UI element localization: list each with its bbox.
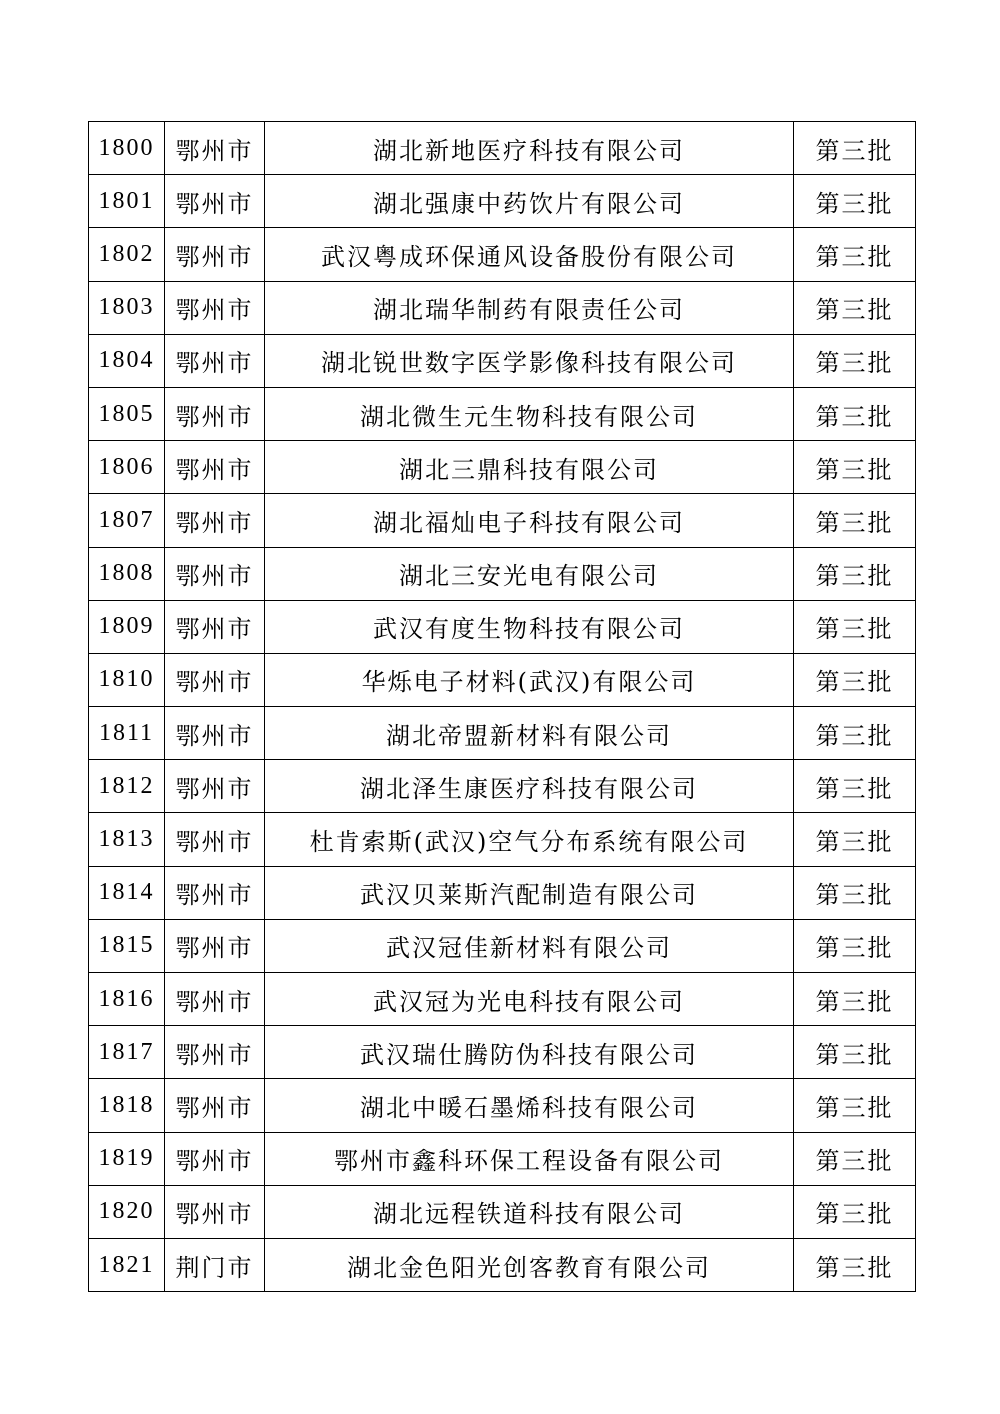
batch-cell: 第三批 [794, 334, 916, 387]
city-cell: 鄂州市 [165, 281, 265, 334]
batch-cell: 第三批 [794, 653, 916, 706]
table-row [89, 653, 916, 706]
company-name-cell: 武汉贝莱斯汽配制造有限公司 [265, 866, 794, 919]
batch-cell: 第三批 [794, 1026, 916, 1079]
company-name-cell: 湖北远程铁道科技有限公司 [265, 1185, 794, 1238]
company-name-cell: 武汉瑞仕腾防伪科技有限公司 [265, 1026, 794, 1079]
row-number-cell: 1800 [89, 122, 165, 175]
city-cell: 鄂州市 [165, 813, 265, 866]
table-row [89, 441, 916, 494]
company-name-cell: 湖北帝盟新材料有限公司 [265, 707, 794, 760]
company-name-cell: 湖北新地医疗科技有限公司 [265, 122, 794, 175]
batch-cell: 第三批 [794, 122, 916, 175]
city-cell: 鄂州市 [165, 387, 265, 440]
row-number-cell: 1817 [89, 1026, 165, 1079]
row-number-cell: 1818 [89, 1079, 165, 1132]
city-cell: 荆门市 [165, 1238, 265, 1291]
company-name-cell: 湖北泽生康医疗科技有限公司 [265, 760, 794, 813]
row-number-cell: 1812 [89, 760, 165, 813]
table-row [89, 334, 916, 387]
table-row [89, 228, 916, 281]
table-row [89, 547, 916, 600]
table-row [89, 866, 916, 919]
row-number-cell: 1808 [89, 547, 165, 600]
row-number-cell: 1801 [89, 175, 165, 228]
batch-cell: 第三批 [794, 1132, 916, 1185]
row-number-cell: 1802 [89, 228, 165, 281]
company-name-cell: 华烁电子材料(武汉)有限公司 [265, 653, 794, 706]
city-cell: 鄂州市 [165, 334, 265, 387]
table-row [89, 760, 916, 813]
table-row [89, 387, 916, 440]
row-number-cell: 1805 [89, 387, 165, 440]
batch-cell: 第三批 [794, 175, 916, 228]
table-row [89, 919, 916, 972]
city-cell: 鄂州市 [165, 919, 265, 972]
table-row [89, 122, 916, 175]
city-cell: 鄂州市 [165, 547, 265, 600]
batch-cell: 第三批 [794, 1185, 916, 1238]
batch-cell: 第三批 [794, 547, 916, 600]
city-cell: 鄂州市 [165, 1079, 265, 1132]
company-name-cell: 鄂州市鑫科环保工程设备有限公司 [265, 1132, 794, 1185]
batch-cell: 第三批 [794, 600, 916, 653]
city-cell: 鄂州市 [165, 707, 265, 760]
city-cell: 鄂州市 [165, 973, 265, 1026]
row-number-cell: 1810 [89, 653, 165, 706]
city-cell: 鄂州市 [165, 1026, 265, 1079]
city-cell: 鄂州市 [165, 1132, 265, 1185]
company-name-cell: 武汉粤成环保通风设备股份有限公司 [265, 228, 794, 281]
table-row [89, 1185, 916, 1238]
row-number-cell: 1813 [89, 813, 165, 866]
batch-cell: 第三批 [794, 1079, 916, 1132]
row-number-cell: 1811 [89, 707, 165, 760]
batch-cell: 第三批 [794, 919, 916, 972]
table-row [89, 281, 916, 334]
batch-cell: 第三批 [794, 494, 916, 547]
city-cell: 鄂州市 [165, 122, 265, 175]
company-name-cell: 湖北三安光电有限公司 [265, 547, 794, 600]
table-row [89, 813, 916, 866]
city-cell: 鄂州市 [165, 494, 265, 547]
batch-cell: 第三批 [794, 441, 916, 494]
table-row [89, 1026, 916, 1079]
batch-cell: 第三批 [794, 866, 916, 919]
company-name-cell: 湖北三鼎科技有限公司 [265, 441, 794, 494]
batch-cell: 第三批 [794, 387, 916, 440]
city-cell: 鄂州市 [165, 228, 265, 281]
row-number-cell: 1821 [89, 1238, 165, 1291]
table-row [89, 1132, 916, 1185]
row-number-cell: 1807 [89, 494, 165, 547]
company-name-cell: 武汉冠为光电科技有限公司 [265, 973, 794, 1026]
company-name-cell: 杜肯索斯(武汉)空气分布系统有限公司 [265, 813, 794, 866]
row-number-cell: 1804 [89, 334, 165, 387]
city-cell: 鄂州市 [165, 441, 265, 494]
city-cell: 鄂州市 [165, 1185, 265, 1238]
table-row [89, 175, 916, 228]
row-number-cell: 1809 [89, 600, 165, 653]
company-name-cell: 湖北微生元生物科技有限公司 [265, 387, 794, 440]
row-number-cell: 1816 [89, 973, 165, 1026]
table-row [89, 1238, 916, 1291]
company-name-cell: 湖北锐世数字医学影像科技有限公司 [265, 334, 794, 387]
company-name-cell: 湖北瑞华制药有限责任公司 [265, 281, 794, 334]
city-cell: 鄂州市 [165, 175, 265, 228]
city-cell: 鄂州市 [165, 760, 265, 813]
row-number-cell: 1803 [89, 281, 165, 334]
batch-cell: 第三批 [794, 813, 916, 866]
company-name-cell: 湖北金色阳光创客教育有限公司 [265, 1238, 794, 1291]
city-cell: 鄂州市 [165, 866, 265, 919]
table-body [89, 122, 916, 1292]
row-number-cell: 1815 [89, 919, 165, 972]
company-name-cell: 湖北福灿电子科技有限公司 [265, 494, 794, 547]
table-row [89, 973, 916, 1026]
table-row [89, 600, 916, 653]
company-name-cell: 湖北中暖石墨烯科技有限公司 [265, 1079, 794, 1132]
row-number-cell: 1820 [89, 1185, 165, 1238]
city-cell: 鄂州市 [165, 600, 265, 653]
company-name-cell: 武汉冠佳新材料有限公司 [265, 919, 794, 972]
table-row [89, 707, 916, 760]
document-page [88, 121, 913, 1292]
row-number-cell: 1806 [89, 441, 165, 494]
row-number-cell: 1819 [89, 1132, 165, 1185]
batch-cell: 第三批 [794, 228, 916, 281]
table-row [89, 494, 916, 547]
city-cell: 鄂州市 [165, 653, 265, 706]
batch-cell: 第三批 [794, 707, 916, 760]
batch-cell: 第三批 [794, 281, 916, 334]
company-name-cell: 武汉有度生物科技有限公司 [265, 600, 794, 653]
company-name-cell: 湖北强康中药饮片有限公司 [265, 175, 794, 228]
table-row [89, 1079, 916, 1132]
batch-cell: 第三批 [794, 973, 916, 1026]
company-list-table [88, 121, 916, 1292]
row-number-cell: 1814 [89, 866, 165, 919]
batch-cell: 第三批 [794, 1238, 916, 1291]
batch-cell: 第三批 [794, 760, 916, 813]
